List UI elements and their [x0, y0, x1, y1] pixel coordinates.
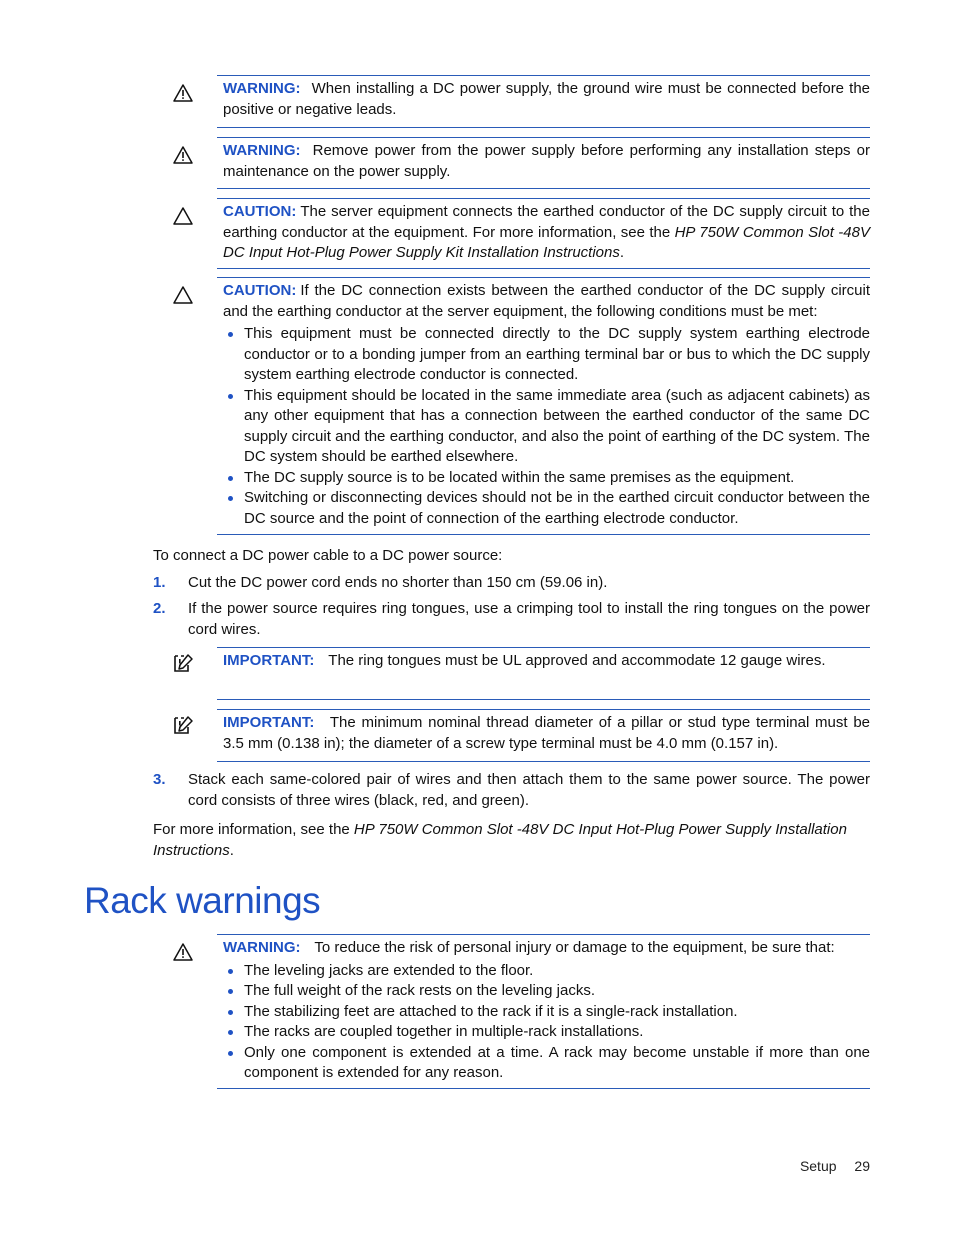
important-notice-thread-diameter [217, 709, 870, 762]
section-heading: Rack warnings [84, 880, 321, 921]
important-note-icon [172, 653, 194, 673]
step-1 [153, 573, 870, 594]
warning-notice-ground-wire [217, 75, 870, 128]
footer-section-name: Setup [799, 1158, 837, 1174]
notice-label: CAUTION: [223, 203, 297, 220]
intro-paragraph: To connect a DC power cable to a DC power source: [153, 547, 503, 564]
step-number: 2. [153, 600, 166, 617]
step-3 [153, 770, 870, 811]
list-item: This equipment must be connected directly to the DC supply system earthing electrode conductor or to a bonding jumper from an earthing terminal bar or bus to which the DC supply system earthing electrode conductor is connected. [244, 324, 870, 386]
notice-text: When installing a DC power supply, the ground wire must be connected before the positive or negative leads. [223, 80, 871, 118]
list-item: The full weight of the rack rests on the leveling jacks. [244, 981, 870, 1002]
notice-label: WARNING: [223, 80, 301, 97]
list-item: This equipment should be located in the same immediate area (such as adjacent cabinets) as any other equipment that has a connection between the earthed conductor of the same DC supply circuit and the earthing conductor, and also the point of earthing of the DC system. The DC system should be earthed elsewhere. [244, 386, 870, 468]
more-info-text-end: . [229, 841, 234, 859]
caution-triangle-icon [172, 285, 194, 305]
list-item: The racks are coupled together in multiple-rack installations. [244, 1022, 870, 1043]
warning-triangle-icon [172, 942, 194, 962]
rack-condition-list [223, 961, 870, 1084]
notice-label: IMPORTANT: [223, 714, 315, 731]
page-number: 29 [854, 1158, 870, 1174]
condition-list [223, 324, 870, 529]
step-2 [153, 599, 870, 640]
step-text: Cut the DC power cord ends no shorter than 150 cm (59.06 in). [188, 574, 608, 591]
notice-text: To reduce the risk of personal injury or damage to the equipment, be sure that: [314, 939, 835, 956]
page-footer [800, 1158, 870, 1174]
notice-text: If the DC connection exists between the earthed conductor of the DC supply circuit and the earthing conductor at the server equipment, the following conditions must be met: [223, 282, 870, 320]
notice-text: Remove power from the power supply before performing any installation steps or maintenance on the power supply. [223, 142, 870, 180]
list-item: The DC supply source is to be located within the same premises as the equipment. [244, 468, 870, 489]
warning-notice-rack [217, 934, 870, 1089]
step-text: If the power source requires ring tongues, use a crimping tool to install the ring tongues on the power cord wires. [188, 600, 870, 638]
list-item: Only one component is extended at a time. A rack may become unstable if more than one component is extended for any reason. [244, 1043, 870, 1084]
list-item: The stabilizing feet are attached to the rack if it is a single-rack installation. [244, 1002, 870, 1023]
warning-triangle-icon [172, 83, 194, 103]
warning-notice-remove-power [217, 137, 870, 189]
important-note-icon [172, 715, 194, 735]
caution-notice-dc-connection [217, 277, 870, 535]
document-title-reference: HP 750W Common Slot -48V DC Input Hot-Plug Power Supply Kit Installation Instructions [223, 223, 870, 261]
notice-text-end: . [619, 244, 625, 261]
more-info-text: For more information, see the [153, 821, 354, 838]
notice-text: The server equipment connects the earthed conductor of the DC supply circuit to the earthing conductor at the equipment. For more information, see the [223, 203, 870, 241]
important-notice-ring-tongues [217, 647, 870, 700]
notice-label: CAUTION: [223, 282, 297, 299]
notice-text: The ring tongues must be UL approved and accommodate 12 gauge wires. [328, 652, 826, 669]
notice-label: WARNING: [223, 939, 301, 956]
notice-label: WARNING: [223, 142, 301, 159]
step-text: Stack each same-colored pair of wires and then attach them to the same power source. The power cord consists of three wires (black, red, and green). [188, 771, 870, 809]
step-number: 3. [153, 771, 166, 788]
list-item: The leveling jacks are extended to the floor. [244, 961, 870, 982]
list-item: Switching or disconnecting devices should not be in the earthed circuit conductor between the DC source and the point of connection of the earthing electrode conductor. [244, 488, 870, 529]
notice-text: The minimum nominal thread diameter of a pillar or stud type terminal must be 3.5 mm (0.138 in); the diameter of a screw type terminal must be 4.0 mm (0.157 in). [223, 714, 870, 752]
document-title-reference: HP 750W Common Slot -48V DC Input Hot-Plug Power Supply Installation Instructions [153, 821, 847, 859]
notice-label: IMPORTANT: [223, 652, 315, 669]
caution-triangle-icon [172, 206, 194, 226]
warning-triangle-icon [172, 145, 194, 165]
caution-notice-earthed-conductor [217, 198, 870, 269]
more-info-paragraph [153, 820, 870, 861]
step-number: 1. [153, 574, 166, 591]
